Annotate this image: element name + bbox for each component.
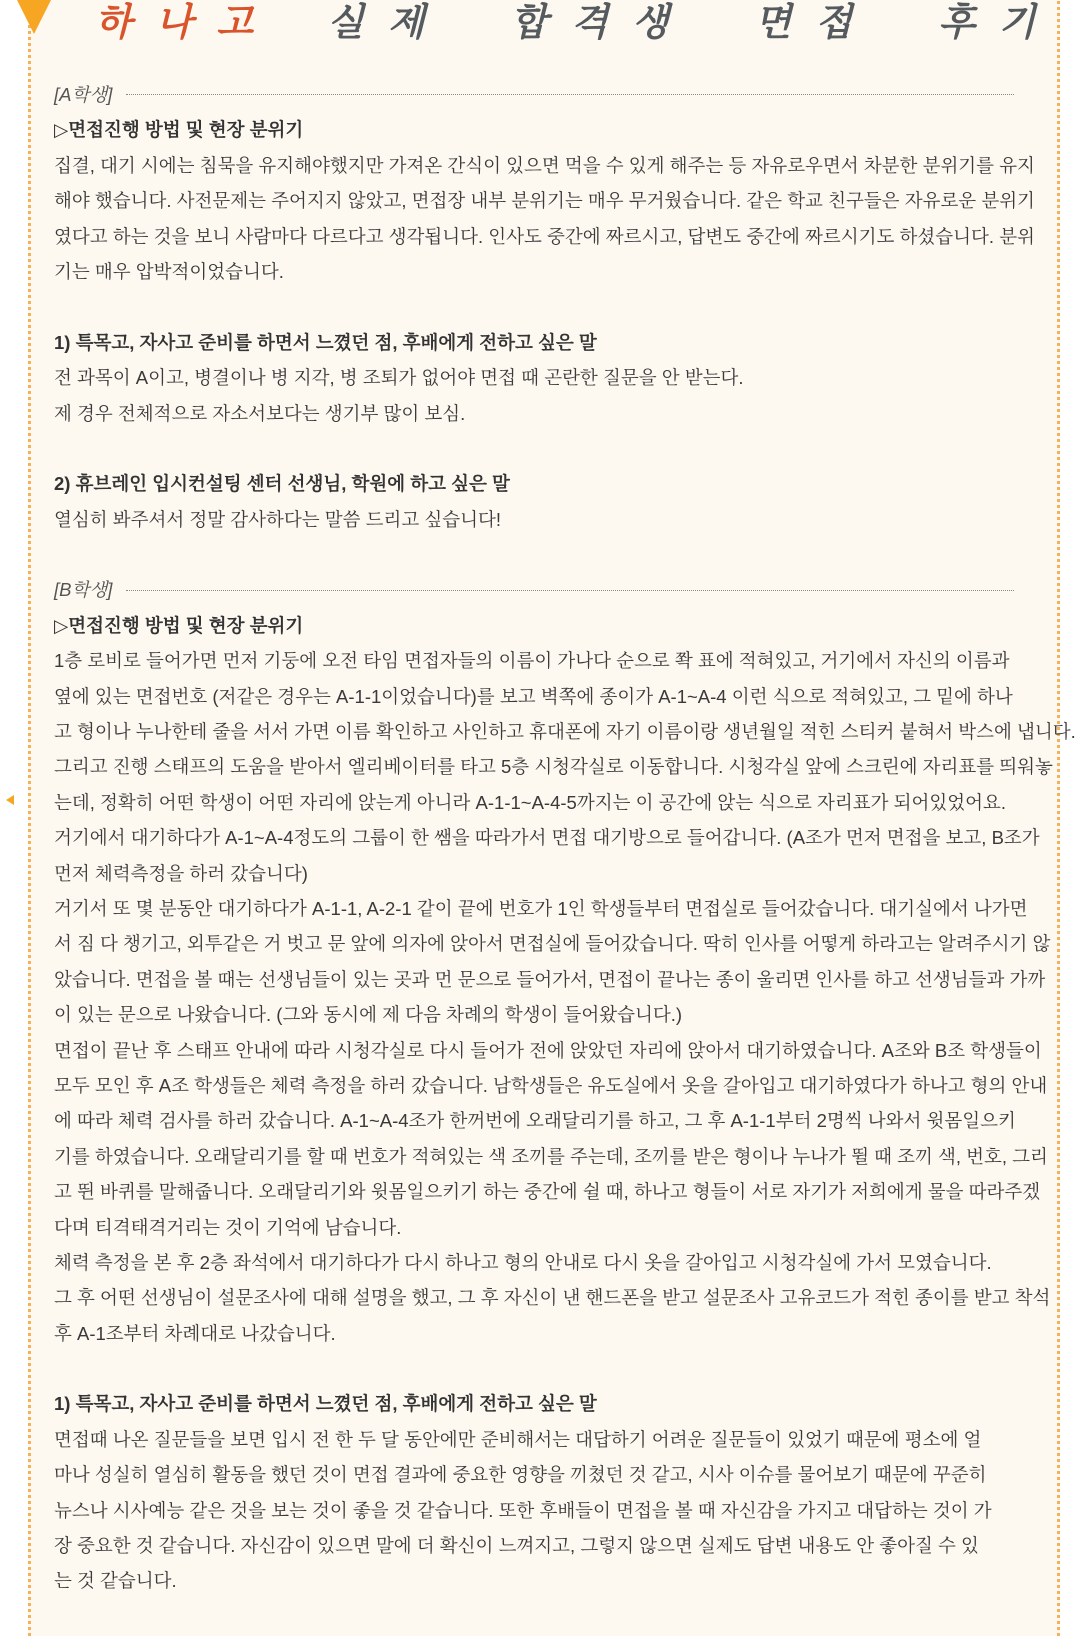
- body-text-line: 체력 측정을 본 후 2층 좌석에서 대기하다가 다시 하나고 형의 안내로 다시 옷을 갈아입고 시청각실에 가서 모였습니다.: [54, 1251, 992, 1273]
- body-text-line: 였다고 하는 것을 보니 사람마다 다르다고 생각됩니다. 인사도 중간에 짜르시고, 답변도 중간에 짜르시기도 하셨습니다. 분위: [54, 225, 1035, 247]
- body-text-line: 는 것 같습니다.: [54, 1570, 177, 1592]
- body-text-line: 고 뛴 바퀴를 말해줍니다. 오래달리기와 윗몸일으키기 하는 중간에 쉴 때, 하나고 형들이 서로 자기가 저희에게 물을 따라주겠: [54, 1181, 1041, 1203]
- blank-line: [54, 1351, 1044, 1386]
- body-text-line: 면접때 나온 질문들을 보면 입시 전 한 두 달 동안에만 준비해서는 대답하기 어려운 질문들이 있었기 때문에 평소에 얼: [54, 1428, 982, 1450]
- body-text-line: 는데, 정확히 어떤 학생이 어떤 자리에 앉는게 아니라 A-1-1~A-4-5까지는 이 공간에 앉는 식으로 자리표가 되어있었어요.: [54, 791, 1006, 813]
- title-word: 합격생: [510, 2, 693, 44]
- blank-line: [54, 289, 1044, 324]
- body-text-line: 거기에서 대기하다가 A-1~A-4정도의 그룹이 한 쌤을 따라가서 면접 대기방으로 들어갑니다. (A조가 먼저 면접을 보고, B조가: [54, 827, 1040, 849]
- section-heading: ▷면접진행 방법 및 현장 분위기: [54, 119, 304, 141]
- section-heading: 1) 특목고, 자사고 준비를 하면서 느꼈던 점, 후배에게 전하고 싶은 말: [54, 1393, 597, 1415]
- body-text-line: 다며 티격태격거리는 것이 기억에 남습니다.: [54, 1216, 402, 1238]
- body-text-line: 집결, 대기 시에는 침묵을 유지해야했지만 가져온 간식이 있으면 먹을 수 있게 해주는 등 자유로우면서 차분한 분위기를 유지: [54, 154, 1035, 176]
- blank-line: [54, 537, 1044, 572]
- title-word: 실제: [327, 2, 449, 44]
- title-word: 후기: [938, 2, 1060, 44]
- body-text-line: 1층 로비로 들어가면 먼저 기둥에 오전 타임 면접자들의 이름이 가나다 순으로 쫙 표에 적혀있고, 거기에서 자신의 이름과: [54, 650, 1010, 672]
- corner-ribbon-icon: [14, 0, 54, 34]
- student-label-text: [B학생]: [54, 579, 113, 601]
- title-word: 면접: [754, 2, 877, 44]
- body-text-line: 서 짐 다 챙기고, 외투같은 거 벗고 문 앞에 의자에 앉아서 면접실에 들어갔습니다. 딱히 인사를 어떻게 하라고는 알려주시기 않: [54, 933, 1051, 955]
- body-text-line: 이 있는 문으로 나왔습니다. (그와 동시에 제 다음 차례의 학생이 들어왔습니다.): [54, 1004, 683, 1026]
- body-text-line: 그 후 어떤 선생님이 설문조사에 대해 설명을 했고, 그 후 자신이 낸 핸드폰을 받고 설문조사 고유코드가 적힌 종이를 받고 착석: [54, 1287, 1051, 1309]
- dotted-divider: [126, 94, 1014, 95]
- body-text-line: 았습니다. 면접을 볼 때는 선생님들이 있는 곳과 먼 문으로 들어가서, 면접이 끝나는 종이 울리면 인사를 하고 선생님들과 가까: [54, 968, 1046, 990]
- review-content: [54, 77, 1076, 1599]
- body-text-line: 에 따라 체력 검사를 하러 갔습니다. A-1~A-4조가 한꺼번에 오래달리기를 하고, 그 후 A-1-1부터 2명씩 나와서 윗몸일으키: [54, 1110, 1016, 1132]
- body-text-line: 모두 모인 후 A조 학생들은 체력 측정을 하러 갔습니다. 남학생들은 유도실에서 옷을 갈아입고 대기하였다가 하나고 형의 안내: [54, 1074, 1048, 1096]
- page-title: [95, 0, 1080, 46]
- side-marker-icon: [6, 795, 14, 805]
- section-heading: 1) 특목고, 자사고 준비를 하면서 느꼈던 점, 후배에게 전하고 싶은 말: [54, 331, 597, 353]
- blank-line: [54, 431, 1044, 466]
- body-text-line: 제 경우 전체적으로 자소서보다는 생기부 많이 보심.: [54, 402, 466, 424]
- body-text-line: 열심히 봐주셔서 정말 감사하다는 말씀 드리고 싶습니다!: [54, 508, 502, 530]
- body-text-line: 옆에 있는 면접번호 (저같은 경우는 A-1-1이었습니다)를 보고 벽쪽에 종이가 A-1~A-4 이런 식으로 적혀있고, 그 밑에 하나: [54, 685, 1013, 707]
- body-text-line: 먼저 체력측정을 하러 갔습니다): [54, 862, 308, 884]
- body-text-line: 고 형이나 누나한테 줄을 서서 가면 이름 확인하고 사인하고 휴대폰에 자기 이름이랑 생년월일 적힌 스티커 붙혀서 박스에 냅니다.: [54, 721, 1076, 743]
- body-text-line: 면접이 끝난 후 스태프 안내에 따라 시청각실로 다시 들어가 전에 앉았던 자리에 앉아서 대기하였습니다. A조와 B조 학생들이: [54, 1039, 1042, 1061]
- body-text-line: 장 중요한 것 같습니다. 자신감이 있으면 말에 더 확신이 느껴지고, 그렇지 않으면 실제도 답변 내용도 안 좋아질 수 있: [54, 1535, 979, 1557]
- body-text-line: 기를 하였습니다. 오래달리기를 할 때 번호가 적혀있는 색 조끼를 주는데, 조끼를 받은 형이나 누나가 뛸 때 조끼 색, 번호, 그리: [54, 1145, 1048, 1167]
- body-text-line: 뉴스나 시사예능 같은 것을 보는 것이 좋을 것 같습니다. 또한 후배들이 면접을 볼 때 자신감을 가지고 대답하는 것이 가: [54, 1499, 992, 1521]
- student-label-text: [A학생]: [54, 84, 113, 105]
- body-text-line: 후 A-1조부터 차례대로 나갔습니다.: [54, 1322, 336, 1344]
- student-label: [54, 572, 1044, 607]
- dotted-divider: [126, 590, 1014, 591]
- body-text-line: 거기서 또 몇 분동안 대기하다가 A-1-1, A-2-1 같이 끝에 번호가 1인 학생들부터 면접실로 들어갔습니다. 대기실에서 나가면: [54, 897, 1028, 919]
- student-label: [54, 77, 1044, 112]
- body-text-line: 기는 매우 압박적이었습니다.: [54, 260, 284, 282]
- body-text-line: 그리고 진행 스태프의 도움을 받아서 엘리베이터를 타고 5층 시청각실로 이동합니다. 시청각실 앞에 스크린에 자리표를 띄워놓: [54, 756, 1053, 778]
- body-text-line: 해야 했습니다. 사전문제는 주어지지 않았고, 면접장 내부 분위기는 매우 무거웠습니다. 같은 학교 친구들은 자유로운 분위기: [54, 190, 1035, 212]
- body-text-line: 전 과목이 A이고, 병결이나 병 지각, 병 조퇴가 없어야 면접 때 곤란한 질문을 안 받는다.: [54, 367, 744, 389]
- section-heading: 2) 휴브레인 입시컨설팅 센터 선생님, 학원에 하고 싶은 말: [54, 473, 510, 495]
- section-heading: ▷면접진행 방법 및 현장 분위기: [54, 614, 304, 636]
- body-text-line: 마나 성실히 열심히 활동을 했던 것이 면접 결과에 중요한 영향을 끼쳤던 것 같고, 시사 이슈를 물어보기 때문에 꾸준히: [54, 1464, 987, 1486]
- title-school-name: 하나고: [95, 2, 278, 44]
